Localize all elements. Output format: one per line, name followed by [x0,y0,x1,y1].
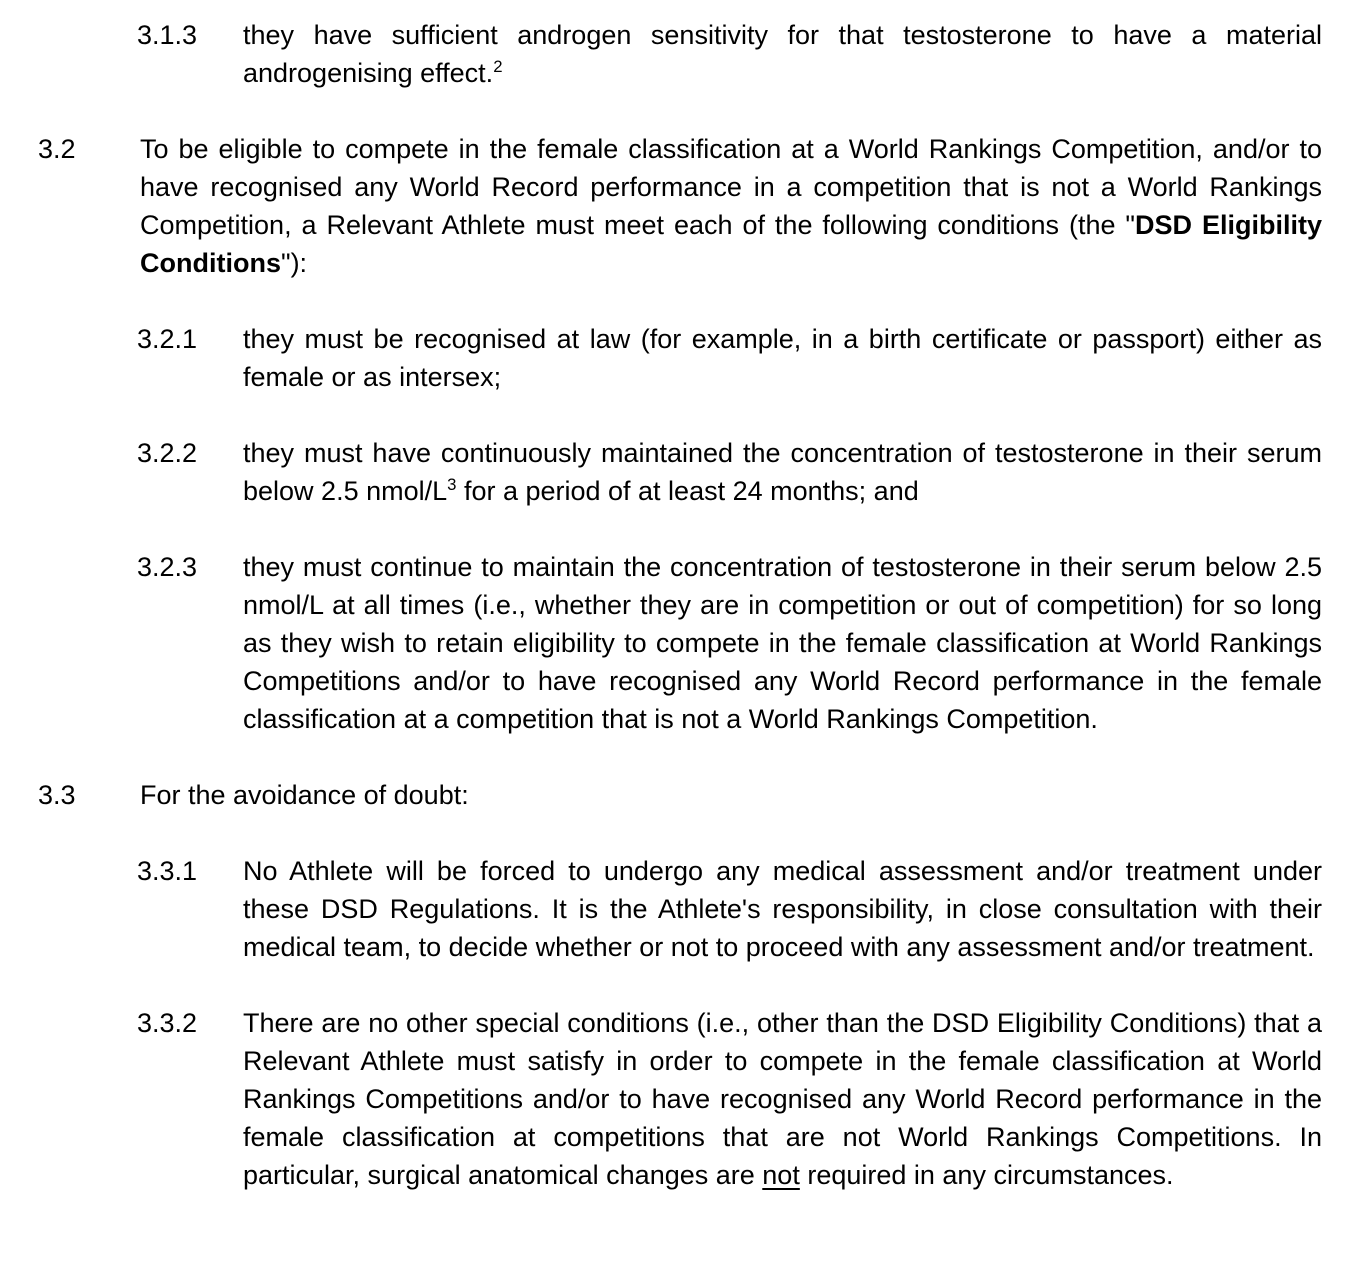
clause-3-3-2 [137,1004,1322,1194]
clause-number: 3.3 [38,780,76,810]
clause-number: 3.2.2 [137,438,198,468]
clause-text [243,548,1322,738]
clause-number: 3.3.1 [137,856,198,886]
defined-term-dsd-eligibility-conditions: DSD Eligibility Conditions [140,210,1322,278]
clause-3-3-1 [137,852,1322,966]
text-run: "): [280,248,308,278]
text-run: they must be recognised at law (for example, in a birth certificate or passport) either as female or as intersex; [243,324,1322,392]
clause-3-2 [38,130,1322,282]
underlined-word-not: not [762,1160,800,1190]
clause-text [140,130,1322,282]
footnote-reference-3: 3 [447,475,457,494]
clause-text [140,776,1322,814]
text-run: required in any circumstances. [799,1160,1174,1190]
clause-text [243,1004,1322,1194]
clause-number: 3.2 [38,134,76,164]
clause-3-2-2 [137,434,1322,510]
clause-number: 3.1.3 [137,20,198,50]
clause-text [243,852,1322,966]
text-run: for a period of at least 24 months; and [456,476,919,506]
text-run: they must have continuously maintained the concentration of testosterone in their serum below 2.5 nmol/L [243,438,1322,506]
clause-text [243,16,1322,92]
clause-number: 3.3.2 [137,1008,198,1038]
clause-3-2-3 [137,548,1322,738]
text-run: No Athlete will be forced to undergo any medical assessment and/or treatment under these DSD Regulations. It is the Athlete's responsibility, in close consultation with their medical team, to decide whether or not to proceed with any assessment and/or treatment. [243,856,1322,962]
text-run: For the avoidance of doubt: [140,780,469,810]
clause-3-2-1 [137,320,1322,396]
text-run: they must continue to maintain the concentration of testosterone in their serum below 2.5 nmol/L at all times (i.e., whether they are in competition or out of competition) for so long as they wish to retain eligibility to compete in the female classification at World Rankings Competitions and/or to have recognised any World Record performance in the female classification at a competition that is not a World Rankings Competition. [243,552,1322,734]
text-run: they have sufficient androgen sensitivity for that testosterone to have a material androgenising effect. [243,20,1322,88]
footnote-reference-2: 2 [493,57,503,76]
clause-3-3 [38,776,1322,814]
text-run: To be eligible to compete in the female classification at a World Rankings Competition, and/or to have recognised any World Record performance in a competition that is not a World Rankings Competition, a Relevant Athlete must meet each of the following conditions (the " [140,134,1322,240]
clause-3-1-3 [137,16,1322,92]
clause-number: 3.2.3 [137,552,198,582]
clause-text [243,320,1322,396]
clause-number: 3.2.1 [137,324,198,354]
clause-text [243,434,1322,510]
text-run: There are no other special conditions (i.e., other than the DSD Eligibility Conditions) that a Relevant Athlete must satisfy in order to compete in the female classification at World Rankings Competitions and/or to have recognised any World Record performance in the female classification at competitions that are not World Rankings Competitions. In particular, surgical anatomical changes are [243,1008,1322,1190]
